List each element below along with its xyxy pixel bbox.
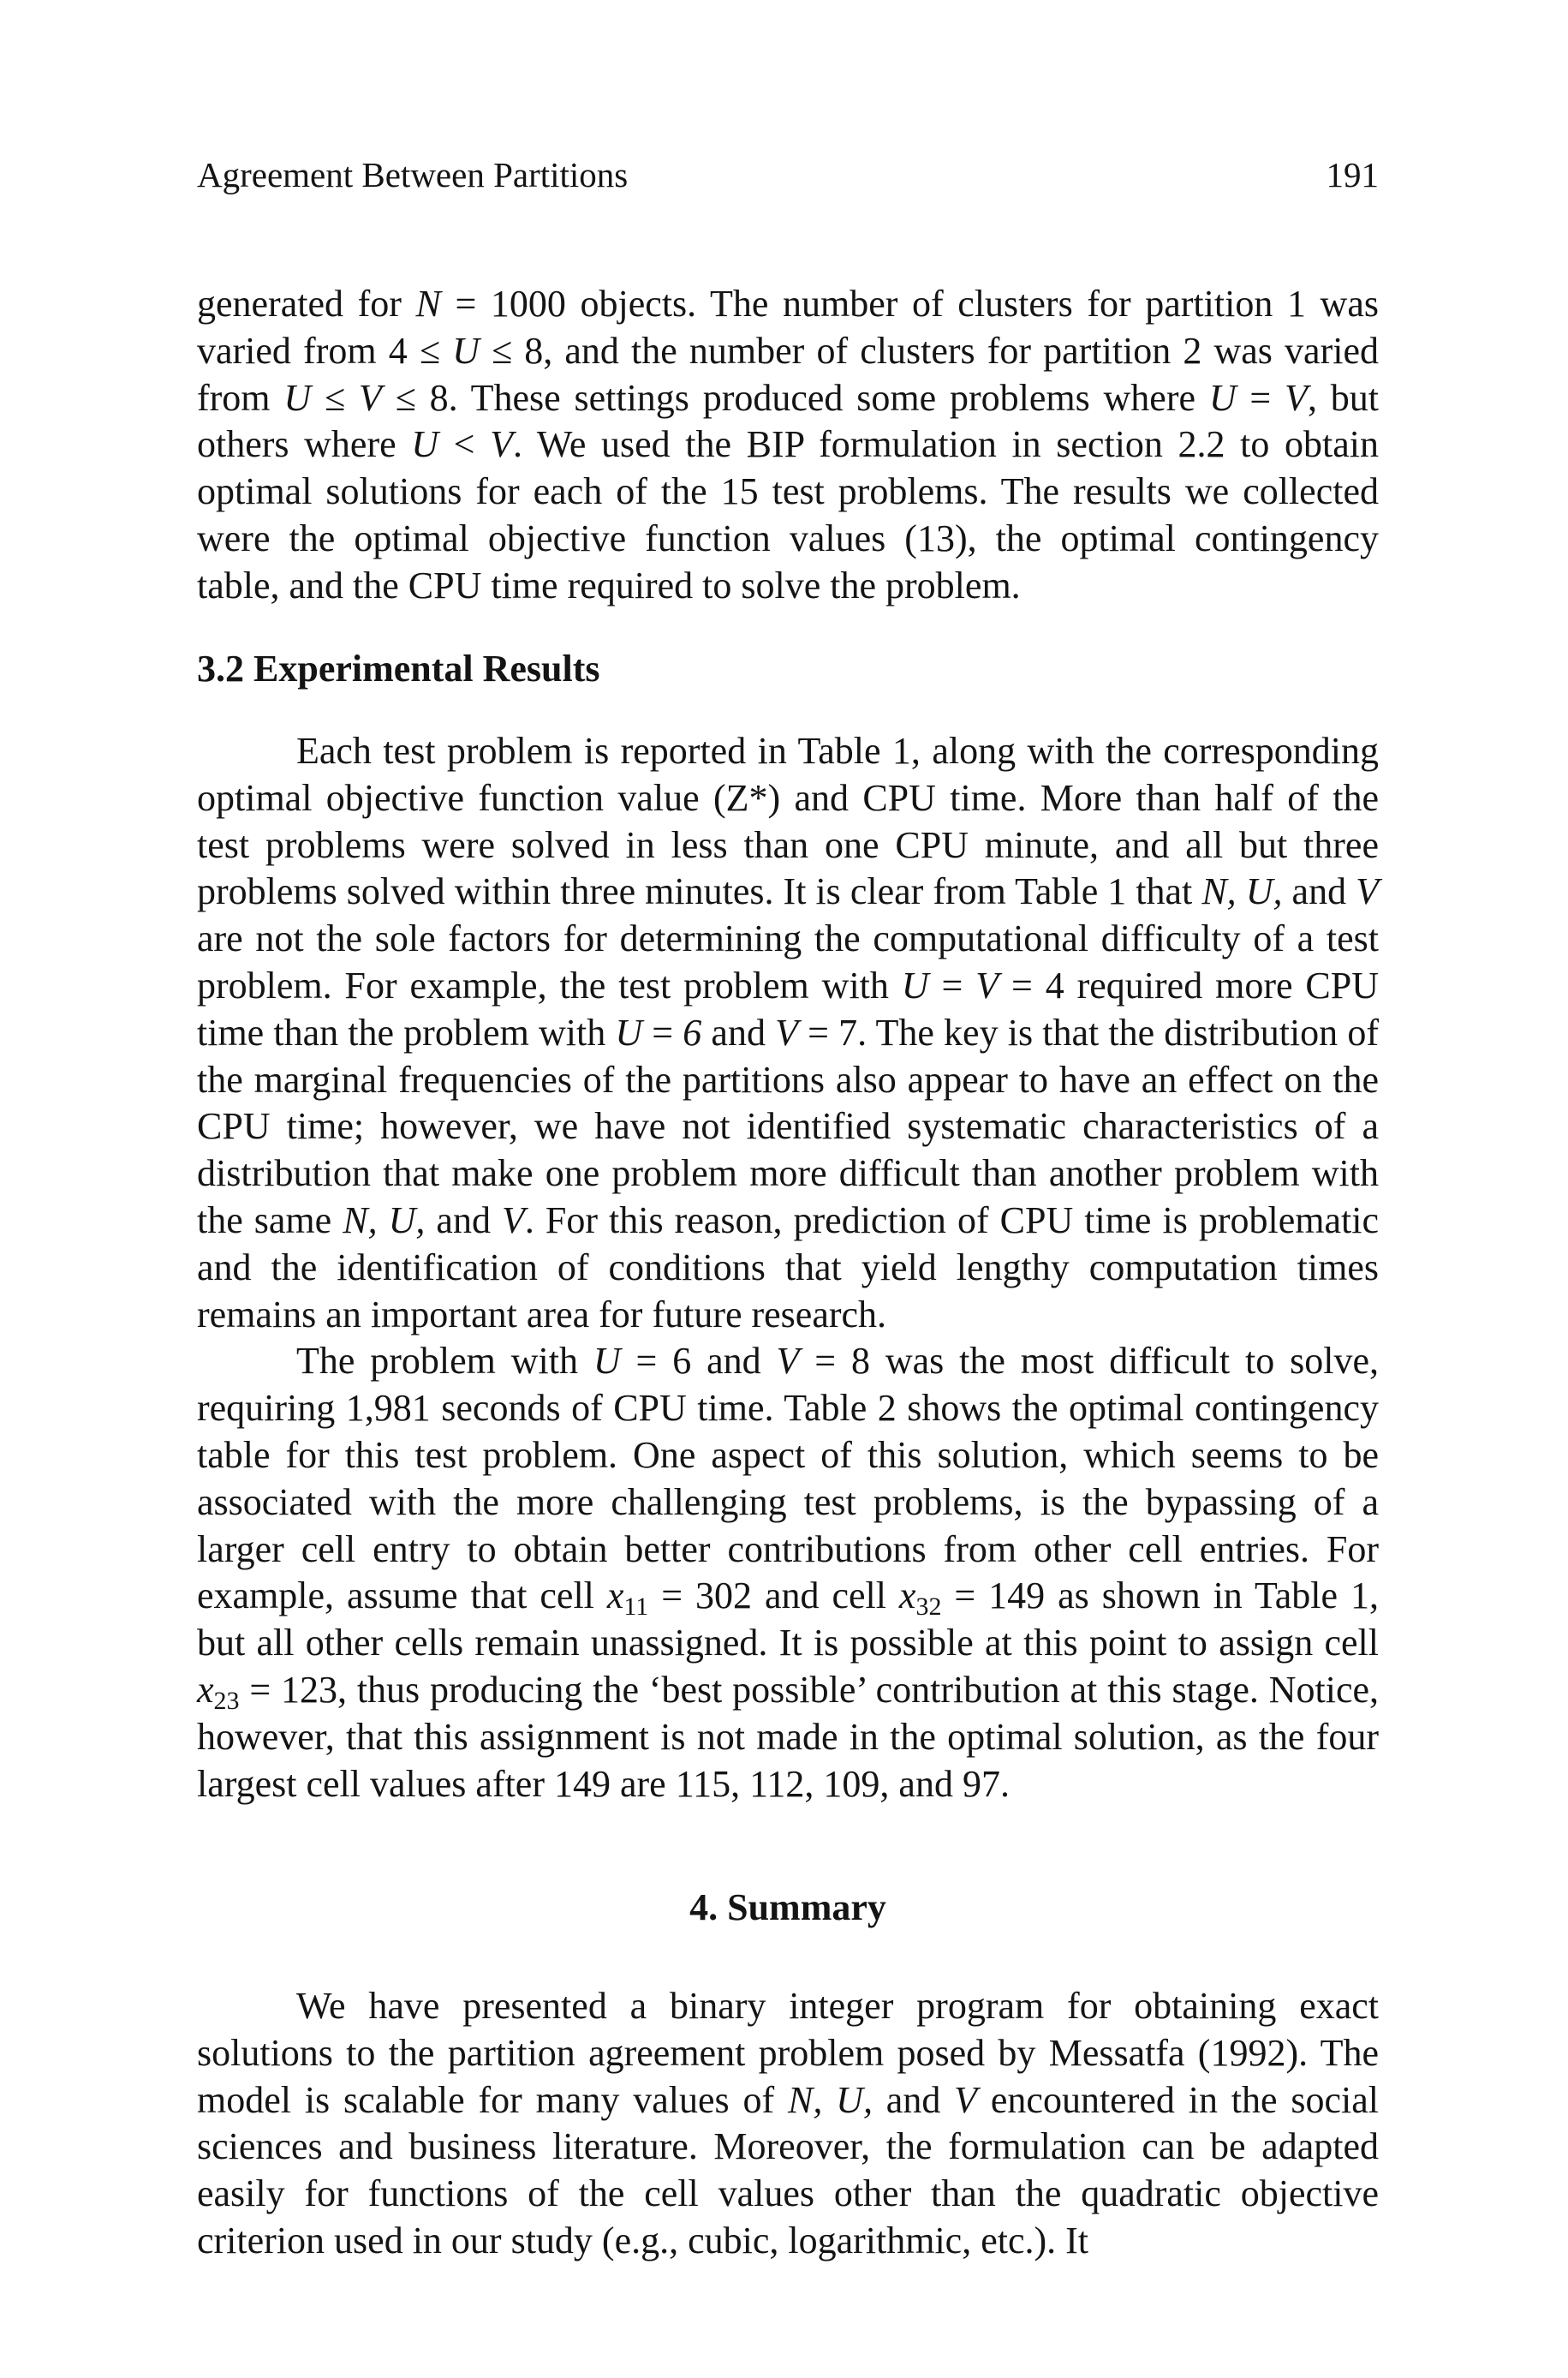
paragraph-text: We have presented a binary integer program for obtaining exact solutions to the partition agreement problem posed by Messatfa (1992). The model is scalable for many values of N, U, and V encountered in the social sciences and business literature. Moreover, the formulation can be adapted easily for functions of the cell values other than the quadratic objective criterion used in our study (e.g., cubic, logarithmic, etc.). It (197, 1985, 1379, 2261)
section-heading: 4. Summary (689, 1886, 886, 1928)
running-header (197, 152, 1379, 197)
paragraph-text: The problem with U = 6 and V = 8 was the most difficult to solve, requiring 1,981 seconds of CPU time. Table 2 shows the optimal contingency table for this test problem. One aspect of this solution, which seems to be associated with the more challenging test problems, is the bypassing of a larger cell entry to obtain better contributions from other cell entries. For example, assume that cell $x_{11} = 302$ and cell $x_{32} = 149$ as shown in Table 1, but all other cells remain unassigned. It is possible at this point to assign cell $x_{23} = 123$, thus producing the ‘best possible’ contribution at this stage. Notice, however, that this assignment is not made in the optimal solution, as the four largest cell values after 149 are 115, 112, 109, and 97. (197, 1340, 1380, 1805)
paragraph-setup (197, 281, 1379, 610)
subsection-heading: 3.2 Experimental Results (197, 648, 600, 690)
paragraph-results (197, 728, 1379, 1807)
paragraph-text: Each test problem is reported in Table 1, along with the corresponding optimal objective function value (Z*) and CPU time. More than half of the test problems were solved in less than one CPU minute, and all but three problems solved within three minutes. It is clear from Table 1 that N, U, and V are not the sole factors for determining the computational difficulty of a test problem. For example, the test problem with U = V = 4 required more CPU time than the problem with U = 6 and V = 7. The key is that the distribution of the marginal frequencies of the partitions also appear to have an effect on the CPU time; however, we have not identified systematic characteristics of a distribution that make one problem more difficult than another problem with the same N, U, and V. For this reason, prediction of CPU time is problematic and the identification of conditions that yield lengthy computation times remains an important area for future research. (197, 730, 1380, 1335)
paragraph-summary (197, 1983, 1379, 2265)
paragraph-text: generated for N = 1000 objects. The number of clusters for partition 1 was varied from 4 ≤ U ≤ 8, and the number of clusters for partition 2 was varied from U ≤ V ≤ 8. These settings produced some problems where U = V, but others where U < V. We used the BIP formulation in section 2.2 to obtain optimal solutions for each of the 15 test problems. The results we collected were the optimal objective function values (13), the optimal contingency table, and the CPU time required to solve the problem. (197, 283, 1379, 606)
running-title: Agreement Between Partitions (197, 155, 629, 194)
page-number: 191 (1326, 155, 1379, 194)
